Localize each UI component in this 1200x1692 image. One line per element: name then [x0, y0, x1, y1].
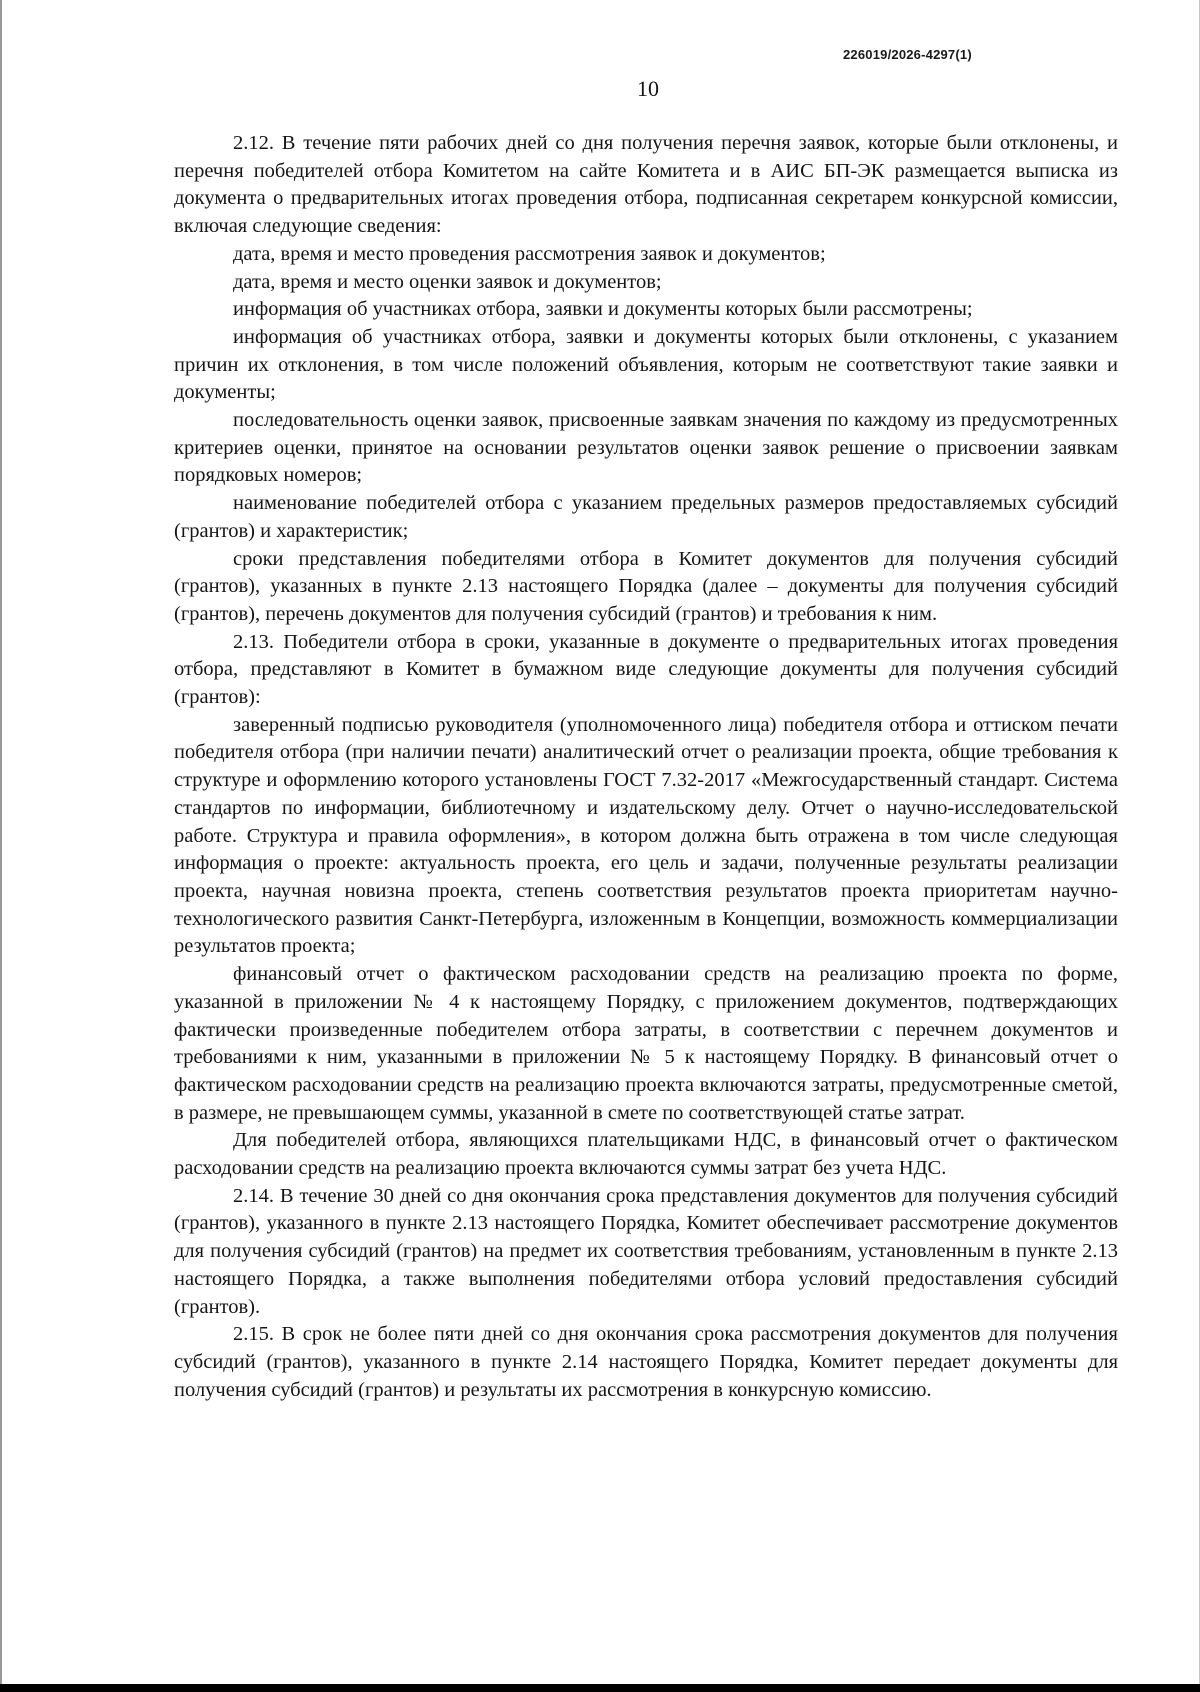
- paragraph-vat-note: Для победителей отбора, являющихся плательщиками НДС, в финансовый отчет о фактическом расходовании средств на реализацию проекта включаются суммы затрат без учета НДС.: [174, 1129, 1118, 1180]
- scan-edge-bottom: [0, 1684, 1200, 1692]
- list-item-analytical-report: заверенный подписью руководителя (уполномоченного лица) победителя отбора и оттиском печати победителя отбора (при наличии печати) аналитический отчет о реализации проекта, общие требования к структуре и оформлению которого установлены ГОСТ 7.32-2017 «Межгосударственный стандарт. Система стандартов по информации, библиотечному и издательскому делу. Отчет о научно-исследовательской работе. Структура и правила оформления», в котором должна быть отражена в том числе следующая информация о проекте: актуальность проекта, его цель и задачи, полученные результаты реализации проекта, научная новизна проекта, степень соответствия результатов проекта приоритетам научно-технологического развития Санкт-Петербурга, изложенным в Концепции, возможность коммерциализации результатов проекта;: [174, 713, 1118, 958]
- list-item-evaluation-date: дата, время и место оценки заявок и документов;: [233, 270, 662, 293]
- paragraph-2-14: 2.14. В течение 30 дней со дня окончания срока представления документов для получения субсидий (грантов), указанного в пункте 2.13 настоящего Порядка, Комитет обеспечивает рассмотрение документов для получения субсидий (грантов) на предмет их соответствия требованиям, установленным в пункте 2.13 настоящего Порядка, а также выполнения победителями отбора условий предоставления субсидий (грантов).: [174, 1184, 1118, 1318]
- paragraph-2-15: 2.15. В срок не более пяти дней со дня окончания срока рассмотрения документов для получения субсидий (грантов), указанного в пункте 2.14 настоящего Порядка, Комитет передает документы для получения субсидий (грантов) и результаты их рассмотрения в конкурсную комиссию.: [174, 1323, 1118, 1401]
- document-body: [174, 130, 1118, 1404]
- list-item-winners: наименование победителей отбора с указанием предельных размеров предоставляемых субсидий (грантов) и характеристик;: [174, 492, 1118, 542]
- paragraph-2-12: 2.12. В течение пяти рабочих дней со дня получения перечня заявок, которые были отклонены, и перечня победителей отбора Комитетом на сайте Комитета и в АИС БП-ЭК размещается выписка из документа о предварительных итогах проведения отбора, подписанная секретарем конкурсной комиссии, включая следующие сведения:: [174, 132, 1118, 238]
- list-item-review-date: дата, время и место проведения рассмотрения заявок и документов;: [233, 242, 826, 265]
- list-item-evaluation-sequence: последовательность оценки заявок, присвоенные заявкам значения по каждому из предусмотренных критериев оценки, принятое на основании результатов оценки заявок решение о присвоении заявкам порядковых номеров;: [174, 409, 1118, 487]
- document-registration-number: 226019/2026-4297(1): [843, 47, 972, 62]
- list-item-rejected-participants: информация об участниках отбора, заявки и документы которых были отклонены, с указанием причин их отклонения, в том числе положений объявления, которым не соответствуют такие заявки и документы;: [174, 325, 1118, 404]
- list-item-submission-deadlines: сроки представления победителями отбора в Комитет документов для получения субсидий (грантов), указанных в пункте 2.13 настоящего Порядка (далее – документы для получения субсидий (грантов), перечень документов для получения субсидий (грантов) и требования к ним.: [174, 547, 1118, 625]
- list-item-financial-report: финансовый отчет о фактическом расходовании средств на реализацию проекта по форме, указанной в приложении № 4 к настоящему Порядку, с приложением документов, подтверждающих фактически произведенные победителем отбора затраты, в соответствии с перечнем документов и требованиями к ним, указанными в приложении № 5 к настоящему Порядку. В финансовый отчет о фактическом расходовании средств на реализацию проекта включаются затраты, предусмотренные сметой, в размере, не превышающем суммы, указанной в смете по соответствующей статье затрат.: [174, 963, 1118, 1124]
- list-item-reviewed-participants: информация об участниках отбора, заявки и документы которых были рассмотрены;: [233, 298, 973, 321]
- page-number: 10: [637, 76, 659, 101]
- scan-edge-left: [0, 0, 2, 1692]
- paragraph-2-13: 2.13. Победители отбора в сроки, указанные в документе о предварительных итогах проведения отбора, представляют в Комитет в бумажном виде следующие документы для получения субсидий (грантов):: [174, 630, 1118, 709]
